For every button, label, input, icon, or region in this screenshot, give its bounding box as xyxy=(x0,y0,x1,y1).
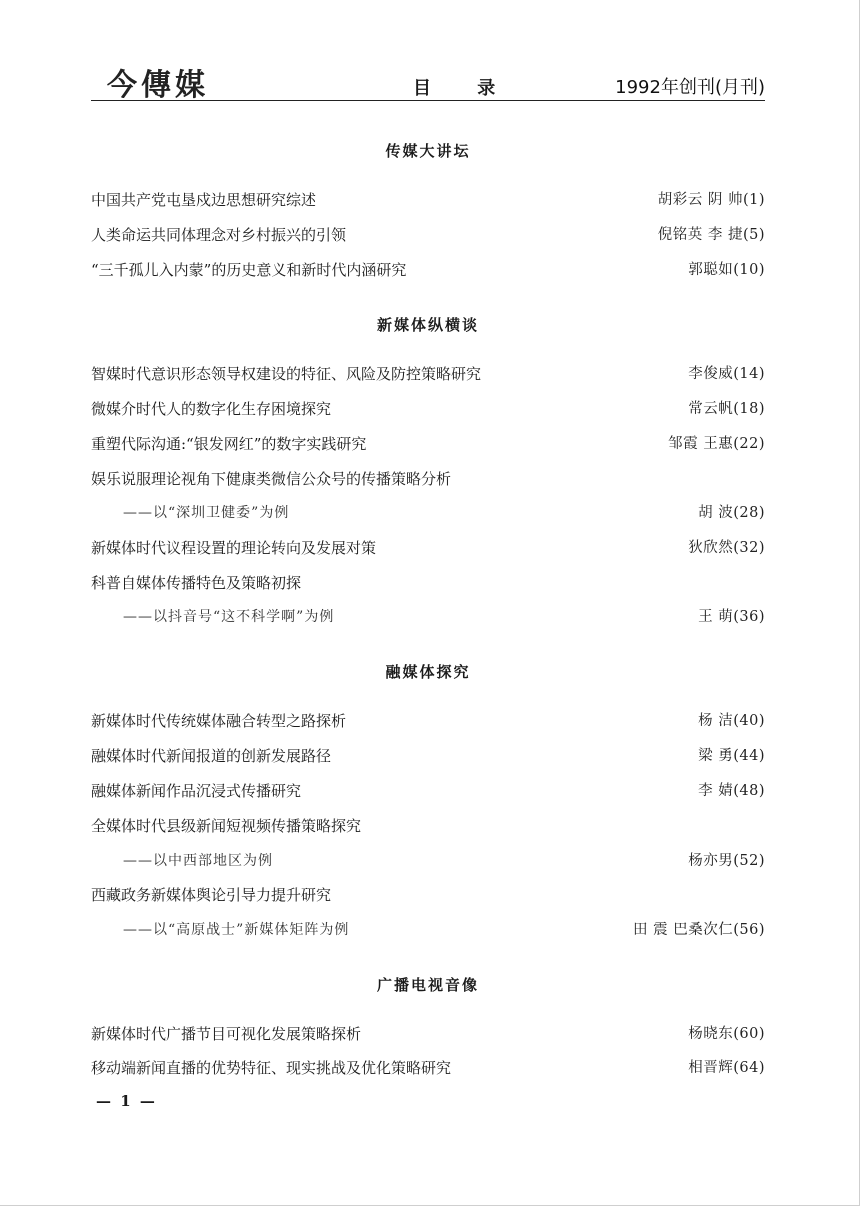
entry-author-page: 胡 波(28) xyxy=(698,505,765,521)
toc-entry-subtitle[interactable] xyxy=(91,606,765,628)
entry-subtitle: ——以“高原战士”新媒体矩阵为例 xyxy=(123,922,350,938)
entry-author-page: 李 婧(48) xyxy=(698,783,765,799)
entry-title: 新媒体时代广播节目可视化发展策略探析 xyxy=(91,1025,362,1043)
entry-subtitle: ——以中西部地区为例 xyxy=(123,853,273,869)
toc-entry[interactable] xyxy=(91,363,765,385)
entry-author-page: 杨 洁(40) xyxy=(698,713,765,729)
entry-title: 新媒体时代传统媒体融合转型之路探析 xyxy=(91,712,347,730)
toc-entry[interactable] xyxy=(91,398,765,420)
entry-author-page: 常云帆(18) xyxy=(688,401,765,417)
toc-entry[interactable] xyxy=(91,537,765,559)
toc-entry[interactable] xyxy=(91,1023,765,1045)
toc-entry[interactable] xyxy=(91,572,765,594)
journal-logo: 今傳媒 xyxy=(107,68,209,103)
toc-entry[interactable] xyxy=(91,710,765,732)
toc-entry[interactable] xyxy=(91,224,765,246)
page-header xyxy=(91,58,765,101)
section-heading: 新媒体纵横谈 xyxy=(376,316,479,334)
entry-author-page: 田 震 巴桑次仁(56) xyxy=(633,922,765,938)
entry-author-page: 杨亦男(52) xyxy=(688,853,765,869)
entry-title: 重塑代际沟通:“银发网红”的数字实践研究 xyxy=(91,435,367,453)
entry-title: “三千孤儿入内蒙”的历史意义和新时代内涵研究 xyxy=(91,261,407,279)
entry-author-page: 李俊威(14) xyxy=(688,366,765,382)
entry-author-page: 相晋辉(64) xyxy=(688,1060,765,1076)
page-number: — 1 — xyxy=(96,1092,157,1110)
entry-author-page: 王 萌(36) xyxy=(698,609,765,625)
entry-subtitle: ——以抖音号“这不科学啊”为例 xyxy=(123,609,335,625)
toc-entry[interactable] xyxy=(91,780,765,802)
toc-entry[interactable] xyxy=(91,884,765,906)
entry-title: 中国共产党屯垦戍边思想研究综述 xyxy=(91,191,317,209)
section-heading: 广播电视音像 xyxy=(376,976,479,994)
toc-entry[interactable] xyxy=(91,745,765,767)
entry-title: 智媒时代意识形态领导权建设的特征、风险及防控策略研究 xyxy=(91,365,482,383)
section-heading: 融媒体探究 xyxy=(385,663,471,681)
entry-title: 娱乐说服理论视角下健康类微信公众号的传播策略分析 xyxy=(91,470,452,488)
entry-author-page: 杨晓东(60) xyxy=(688,1026,765,1042)
toc-entry[interactable] xyxy=(91,815,765,837)
entry-title: 微媒介时代人的数字化生存困境探究 xyxy=(91,400,332,418)
toc-entry[interactable] xyxy=(91,1057,765,1079)
toc-title: 目 录 xyxy=(413,78,516,99)
entry-subtitle: ——以“深圳卫健委”为例 xyxy=(123,505,290,521)
toc-entry[interactable] xyxy=(91,259,765,281)
entry-title: 新媒体时代议程设置的理论转向及发展对策 xyxy=(91,539,377,557)
entry-title: 西藏政务新媒体舆论引导力提升研究 xyxy=(91,886,332,904)
entry-author-page: 狄欣然(32) xyxy=(688,540,765,556)
entry-author-page: 胡彩云 阴 帅(1) xyxy=(657,192,765,208)
entry-title: 人类命运共同体理念对乡村振兴的引领 xyxy=(91,226,347,244)
publication-info: 1992年创刊(月刊) xyxy=(615,77,765,98)
toc-entry-subtitle[interactable] xyxy=(91,502,765,524)
entry-title: 融媒体新闻作品沉浸式传播研究 xyxy=(91,782,302,800)
entry-title: 融媒体时代新闻报道的创新发展路径 xyxy=(91,747,332,765)
entry-author-page: 梁 勇(44) xyxy=(698,748,765,764)
entry-title: 移动端新闻直播的优势特征、现实挑战及优化策略研究 xyxy=(91,1059,452,1077)
section-heading: 传媒大讲坛 xyxy=(385,142,471,160)
entry-author-page: 邹霞 王惠(22) xyxy=(668,436,765,452)
entry-author-page: 郭聪如(10) xyxy=(688,262,765,278)
entry-title: 全媒体时代县级新闻短视频传播策略探究 xyxy=(91,817,362,835)
entry-title: 科普自媒体传播特色及策略初探 xyxy=(91,574,302,592)
toc-entry[interactable] xyxy=(91,433,765,455)
toc-entry[interactable] xyxy=(91,468,765,490)
toc-entry-subtitle[interactable] xyxy=(91,850,765,872)
entry-author-page: 倪铭英 李 捷(5) xyxy=(657,227,765,243)
toc-entry[interactable] xyxy=(91,189,765,211)
toc-entry-subtitle[interactable] xyxy=(91,919,765,941)
